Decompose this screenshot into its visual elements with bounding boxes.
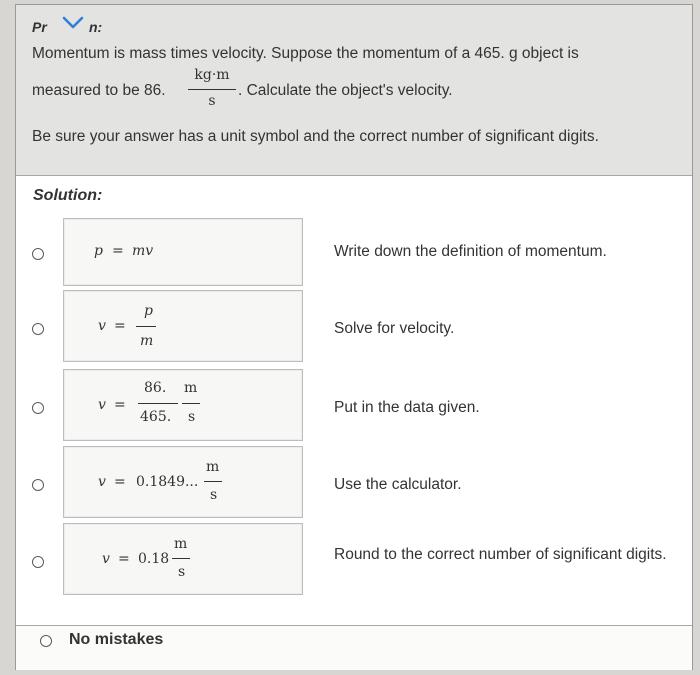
eq4-unit-bar <box>204 481 222 482</box>
eq3-equals: = <box>114 397 126 413</box>
step-3-radio[interactable] <box>32 402 44 414</box>
eq3-unit-numerator: m <box>184 380 198 396</box>
problem-instructions: Be sure your answer has a unit symbol and the correct number of significant digits. <box>32 128 599 145</box>
eq1-lhs: p <box>94 243 103 259</box>
eq2-fraction-bar <box>136 326 156 327</box>
eq3-denominator: 465. <box>140 409 172 425</box>
chevron-down-icon[interactable] <box>60 13 86 33</box>
eq1-equals: = <box>112 243 124 259</box>
title-right: n: <box>89 19 103 35</box>
problem-text-line2-suffix: . Calculate the object's velocity. <box>238 82 453 99</box>
step-4-description: Use the calculator. <box>334 476 462 493</box>
eq3-unit-denominator: s <box>188 409 196 425</box>
eq5-value: 0.18 <box>138 551 170 567</box>
eq3-lhs: v <box>98 397 106 413</box>
eq4-equals: = <box>114 474 126 490</box>
step-4-equation <box>63 446 303 518</box>
step-2-radio[interactable] <box>32 323 44 335</box>
step-1-radio[interactable] <box>32 248 44 260</box>
eq3-unit-bar <box>182 403 200 404</box>
momentum-unit-fraction <box>186 67 238 113</box>
solution-label: Solution: <box>33 187 103 204</box>
step-3-description: Put in the data given. <box>334 399 480 416</box>
eq2-denominator: m <box>140 333 154 349</box>
step-5-radio[interactable] <box>32 556 44 568</box>
eq2-lhs: v <box>98 318 106 334</box>
unit-numerator: kg·m <box>194 67 230 83</box>
unit-denominator: s <box>208 93 216 109</box>
eq2-numerator: p <box>144 303 153 319</box>
eq3-numerator: 86. <box>144 380 167 396</box>
step-2-equation <box>63 290 303 362</box>
title-left: Pr <box>32 19 47 35</box>
eq4-lhs: v <box>98 474 106 490</box>
fraction-bar <box>188 89 236 90</box>
eq5-equals: = <box>118 551 130 567</box>
eq2-equals: = <box>114 318 126 334</box>
problem-frame <box>15 4 693 670</box>
step-1-equation <box>63 218 303 286</box>
eq5-lhs: v <box>102 551 110 567</box>
step-2-description: Solve for velocity. <box>334 320 455 337</box>
eq4-unit-denominator: s <box>210 487 218 503</box>
no-mistakes-radio[interactable] <box>40 635 52 647</box>
step-1-description: Write down the definition of momentum. <box>334 243 607 260</box>
eq4-value: 0.1849... <box>136 474 199 490</box>
problem-statement <box>16 5 692 176</box>
step-5-equation <box>63 523 303 595</box>
eq4-unit-numerator: m <box>206 459 220 475</box>
problem-text-line2: measured to be 86. <box>32 82 166 99</box>
step-3-equation <box>63 369 303 441</box>
problem-text-line1: Momentum is mass times velocity. Suppose the momentum of a 465. g object is <box>32 45 579 62</box>
step-5-description: Round to the correct number of significant digits. <box>334 546 667 563</box>
eq1-rhs: mv <box>132 243 154 259</box>
eq5-unit-bar <box>172 558 190 559</box>
eq5-unit-numerator: m <box>174 536 188 552</box>
step-4-radio[interactable] <box>32 479 44 491</box>
eq5-unit-denominator: s <box>178 564 186 580</box>
eq3-fraction-bar <box>138 403 178 404</box>
no-mistakes-label: No mistakes <box>69 631 164 648</box>
